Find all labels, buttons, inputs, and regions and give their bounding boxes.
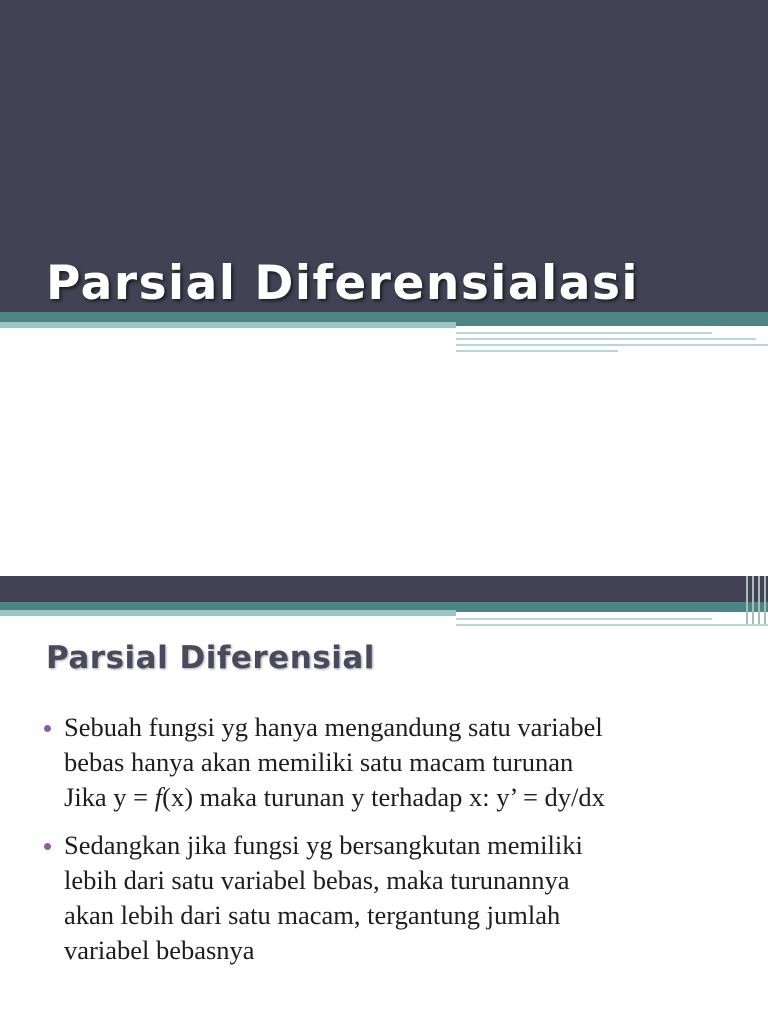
- light-stripe: [0, 322, 456, 328]
- bullet-line: Sedangkan jika fungsi yg bersangkutan memiliki: [64, 830, 583, 860]
- slide-title: Parsial Diferensialasi: [46, 256, 640, 311]
- thin-stripe: [456, 624, 768, 626]
- thin-stripe: [456, 344, 768, 346]
- light-stripe: [0, 610, 456, 616]
- vertical-accent: [746, 576, 748, 624]
- bullet-line: Sebuah fungsi yg hanya mengandung satu variabel: [64, 712, 603, 742]
- bullet-line: akan lebih dari satu macam, tergantung jumlah: [64, 900, 561, 930]
- formula-function: f: [154, 782, 163, 812]
- bullet-item: [44, 710, 754, 815]
- thin-stripe: [456, 618, 712, 620]
- vertical-accent: [758, 576, 760, 624]
- thin-stripe: [456, 332, 712, 334]
- formula-suffix: (x) maka turunan y terhadap x: y’ = dy/dx: [162, 782, 605, 812]
- bullet-line: variabel bebasnya: [64, 935, 255, 965]
- bullet-line: bebas hanya akan memiliki satu macam turunan: [64, 747, 574, 777]
- bullet-dot-icon: [44, 843, 51, 850]
- bullet-line: [64, 780, 754, 815]
- slide-heading: Parsial Diferensial: [46, 640, 375, 676]
- bullet-line: lebih dari satu variabel bebas, maka turunannya: [64, 865, 570, 895]
- thin-stripe: [456, 350, 618, 352]
- bullet-list: [44, 710, 754, 981]
- formula-prefix: Jika y =: [64, 782, 155, 812]
- vertical-accent: [764, 576, 766, 624]
- thin-stripe: [456, 338, 756, 340]
- header-band: [0, 576, 768, 602]
- content-slide: [0, 576, 768, 1024]
- vertical-accent: [752, 576, 754, 624]
- white-stripe: [456, 612, 768, 616]
- bullet-item: [44, 828, 754, 968]
- bullet-dot-icon: [44, 725, 51, 732]
- white-stripe: [456, 326, 768, 330]
